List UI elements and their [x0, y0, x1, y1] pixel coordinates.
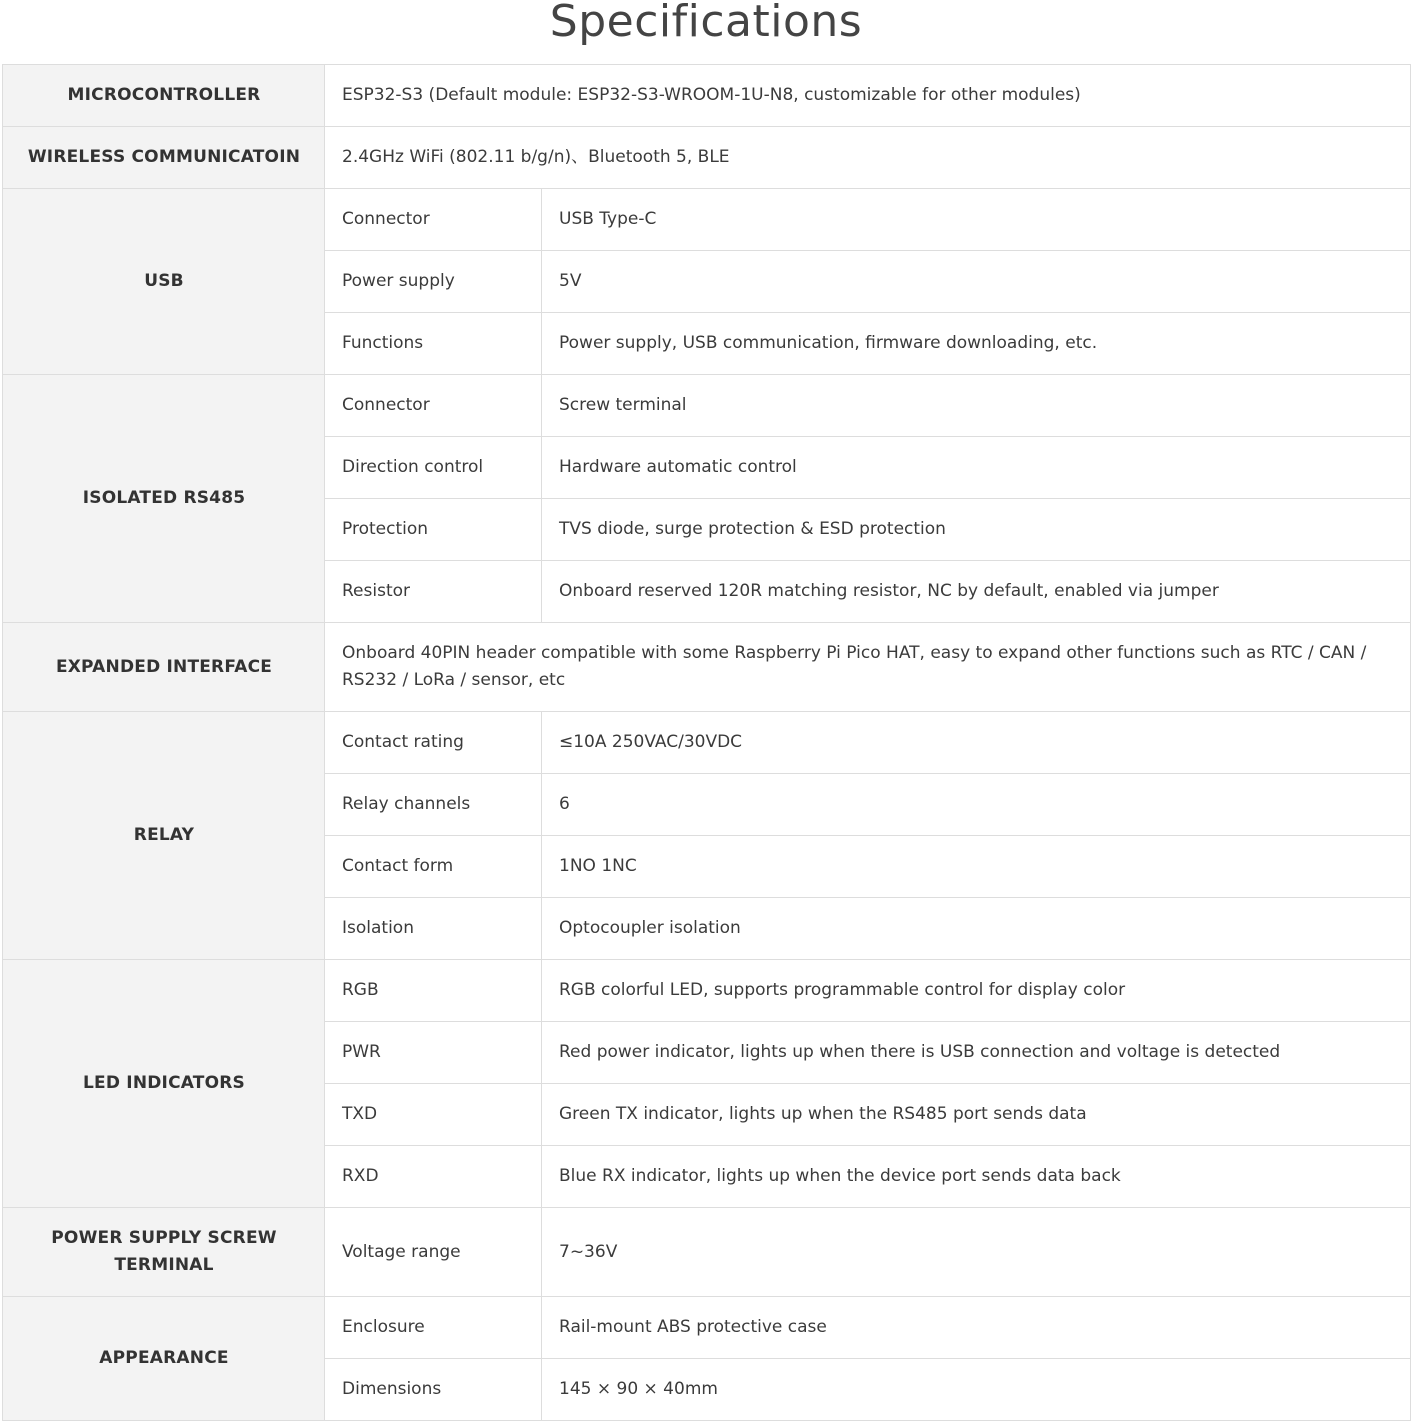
spec-value: Hardware automatic control — [542, 437, 1411, 499]
category-usb: USB — [3, 189, 325, 375]
spec-value: Power supply, USB communication, firmware downloading, etc. — [542, 313, 1411, 375]
spec-key: Isolation — [325, 898, 542, 960]
spec-key: RGB — [325, 960, 542, 1022]
spec-key: Power supply — [325, 251, 542, 313]
category-expanded-interface: EXPANDED INTERFACE — [3, 623, 325, 712]
category-power-supply-screw-terminal: POWER SUPPLY SCREW TERMINAL — [3, 1208, 325, 1297]
table-row — [3, 1297, 1411, 1359]
spec-value: Onboard reserved 120R matching resistor, NC by default, enabled via jumper — [542, 561, 1411, 623]
category-microcontroller: MICROCONTROLLER — [3, 65, 325, 127]
spec-value: 7~36V — [542, 1208, 1411, 1297]
spec-key: Voltage range — [325, 1208, 542, 1297]
spec-key: Direction control — [325, 437, 542, 499]
spec-key: Connector — [325, 189, 542, 251]
category-appearance: APPEARANCE — [3, 1297, 325, 1421]
spec-key: PWR — [325, 1022, 542, 1084]
table-row — [3, 127, 1411, 189]
spec-value: Onboard 40PIN header compatible with some Raspberry Pi Pico HAT, easy to expand other functions such as RTC / CAN / RS232 / LoRa / sensor, etc — [325, 623, 1411, 712]
spec-value: Green TX indicator, lights up when the RS485 port sends data — [542, 1084, 1411, 1146]
spec-key: Contact form — [325, 836, 542, 898]
spec-key: RXD — [325, 1146, 542, 1208]
spec-value: TVS diode, surge protection & ESD protection — [542, 499, 1411, 561]
table-row — [3, 65, 1411, 127]
table-row — [3, 189, 1411, 251]
table-row — [3, 960, 1411, 1022]
spec-value: 2.4GHz WiFi (802.11 b/g/n)、Bluetooth 5, BLE — [325, 127, 1411, 189]
category-wireless: WIRELESS COMMUNICATOIN — [3, 127, 325, 189]
spec-value: 1NO 1NC — [542, 836, 1411, 898]
spec-value: Rail-mount ABS protective case — [542, 1297, 1411, 1359]
table-row — [3, 712, 1411, 774]
spec-key: Functions — [325, 313, 542, 375]
spec-value: 5V — [542, 251, 1411, 313]
spec-value: 6 — [542, 774, 1411, 836]
spec-key: Contact rating — [325, 712, 542, 774]
spec-value: Screw terminal — [542, 375, 1411, 437]
table-row — [3, 375, 1411, 437]
spec-key: Enclosure — [325, 1297, 542, 1359]
spec-key: TXD — [325, 1084, 542, 1146]
spec-value: USB Type-C — [542, 189, 1411, 251]
table-row — [3, 623, 1411, 712]
spec-key: Protection — [325, 499, 542, 561]
spec-value: ≤10A 250VAC/30VDC — [542, 712, 1411, 774]
spec-value: ESP32-S3 (Default module: ESP32-S3-WROOM-1U-N8, customizable for other modules) — [325, 65, 1411, 127]
spec-key: Dimensions — [325, 1359, 542, 1421]
spec-value: RGB colorful LED, supports programmable control for display color — [542, 960, 1411, 1022]
spec-table — [2, 64, 1411, 1421]
category-rs485: ISOLATED RS485 — [3, 375, 325, 623]
spec-value: 145 × 90 × 40mm — [542, 1359, 1411, 1421]
spec-value: Optocoupler isolation — [542, 898, 1411, 960]
table-row — [3, 1208, 1411, 1297]
spec-key: Resistor — [325, 561, 542, 623]
category-led-indicators: LED INDICATORS — [3, 960, 325, 1208]
spec-key: Relay channels — [325, 774, 542, 836]
spec-key: Connector — [325, 375, 542, 437]
category-relay: RELAY — [3, 712, 325, 960]
page-title: Specifications — [549, 0, 863, 47]
spec-value: Blue RX indicator, lights up when the device port sends data back — [542, 1146, 1411, 1208]
spec-value: Red power indicator, lights up when there is USB connection and voltage is detected — [542, 1022, 1411, 1084]
